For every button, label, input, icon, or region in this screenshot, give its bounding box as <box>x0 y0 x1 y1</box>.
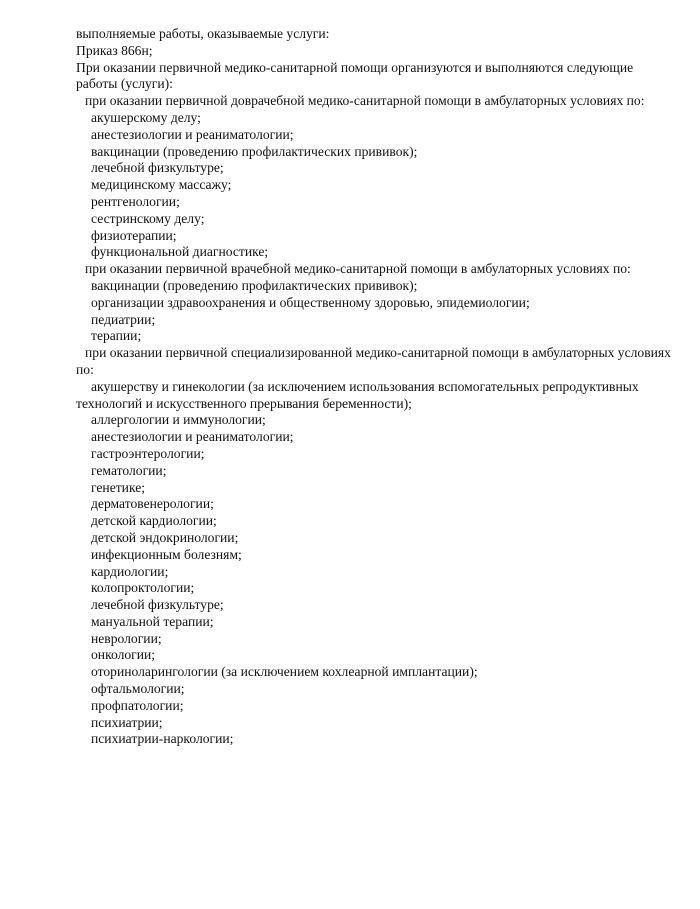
list-item: кардиологии; <box>91 563 169 579</box>
list-item: инфекционным болезням; <box>91 546 242 562</box>
list-item: детской кардиологии; <box>91 513 217 529</box>
list-item: оториноларингологии (за исключением кохлеарной имплантации); <box>91 664 478 680</box>
section-heading: при оказании первичной специализированной медико-санитарной помощи в амбулаторных условиях по: <box>76 345 671 377</box>
list-item: неврологии; <box>91 630 162 646</box>
list-item: вакцинации (проведению профилактических прививок); <box>91 277 418 293</box>
list-item: мануальной терапии; <box>91 613 214 629</box>
list-item: акушерству и гинекологии (за исключением использования вспомогательных репродуктивных технологий и искусственного прерывания беременности); <box>76 378 639 411</box>
list-item: лечебной физкультуре; <box>91 160 224 176</box>
list-item: генетике; <box>91 479 146 495</box>
list-item: рентгенологии; <box>91 193 180 209</box>
list-item: дерматовенерологии; <box>91 496 214 512</box>
list-item: психиатрии; <box>91 714 163 730</box>
list-item: педиатрии; <box>91 311 156 327</box>
section-heading: при оказании первичной врачебной медико-санитарной помощи в амбулаторных условиях по: <box>85 261 631 277</box>
list-item: детской эндокринологии; <box>91 529 239 545</box>
list-item: физиотерапии; <box>91 227 177 243</box>
section-heading: при оказании первичной доврачебной медико-санитарной помощи в амбулаторных условиях по: <box>85 93 645 109</box>
list-item: лечебной физкультуре; <box>91 597 224 613</box>
list-item: акушерскому делу; <box>91 109 201 125</box>
list-item: функциональной диагностике; <box>91 244 269 260</box>
list-item: профпатологии; <box>91 697 184 713</box>
list-item: офтальмологии; <box>91 681 185 697</box>
list-item: аллергологии и иммунологии; <box>91 412 266 428</box>
list-item: онкологии; <box>91 647 156 663</box>
list-item: анестезиологии и реаниматологии; <box>91 126 294 142</box>
intro-paragraph: При оказании первичной медико-санитарной помощи организуются и выполняются следующие работы (услуги): <box>76 59 634 92</box>
list-item: анестезиологии и реаниматологии; <box>91 429 294 445</box>
order-reference: Приказ 866н; <box>76 42 153 58</box>
list-item: гастроэнтерологии; <box>91 445 205 461</box>
list-item: медицинскому массажу; <box>91 177 232 193</box>
list-item: гематологии; <box>91 462 167 478</box>
document-page <box>76 26 676 748</box>
list-item: сестринскому делу; <box>91 210 205 226</box>
list-item: вакцинации (проведению профилактических прививок); <box>91 143 418 159</box>
list-item: терапии; <box>91 328 142 344</box>
list-item: колопроктологии; <box>91 580 195 596</box>
list-item: организации здравоохранения и общественному здоровью, эпидемиологии; <box>91 294 530 310</box>
list-item: психиатрии-наркологии; <box>91 731 234 747</box>
header-line: выполняемые работы, оказываемые услуги: <box>76 26 330 41</box>
